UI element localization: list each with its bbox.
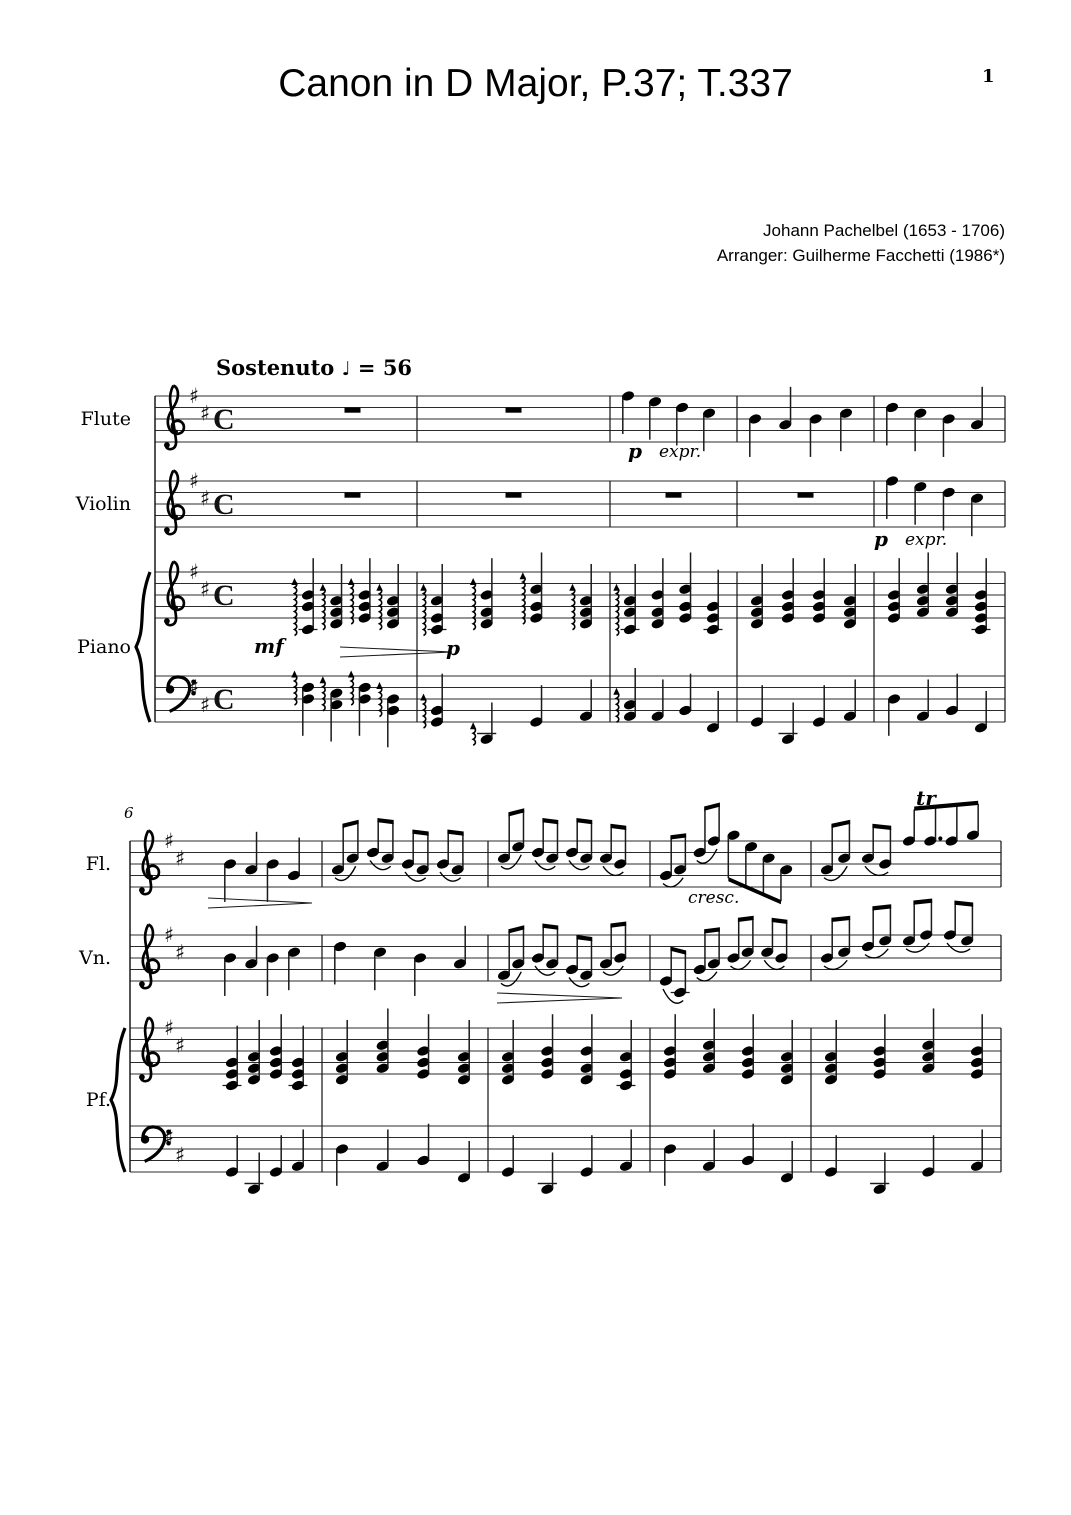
svg-text:C: C [213, 488, 235, 521]
expression-text-flute: expr. [659, 442, 702, 462]
svg-text:♯: ♯ [175, 940, 186, 965]
svg-text:♯: ♯ [200, 577, 211, 602]
instrument-label-flute: Flute [80, 408, 131, 430]
svg-text:♯: ♯ [200, 401, 211, 426]
svg-text:♯: ♯ [189, 675, 200, 700]
svg-text:♯: ♯ [189, 384, 200, 408]
svg-text:C: C [213, 579, 235, 612]
instrument-label-vn-abbr: Vn. [79, 947, 111, 969]
instrument-label-violin: Violin [75, 493, 131, 515]
svg-text:♯: ♯ [164, 829, 175, 853]
measure-number: 6 [124, 804, 134, 822]
tempo-value: = 56 [357, 355, 413, 380]
expression-text-violin: expr. [905, 530, 948, 550]
instrument-label-piano: Piano [77, 636, 131, 658]
svg-text:♯: ♯ [164, 1125, 175, 1150]
dynamic-p-piano: p [446, 636, 460, 660]
dynamic-p-flute: p [628, 439, 642, 463]
svg-text:C: C [213, 683, 235, 716]
svg-text:♯: ♯ [175, 1142, 186, 1167]
instrument-label-pf-abbr: Pf. [85, 1089, 111, 1111]
page-number: 1 [982, 66, 995, 87]
svg-text:♯: ♯ [189, 469, 200, 493]
svg-text:♯: ♯ [164, 923, 175, 947]
crescendo-text: cresc. [688, 888, 740, 908]
svg-text:♯: ♯ [164, 1016, 175, 1040]
tempo-word: Sostenuto [216, 355, 335, 380]
svg-text:C: C [213, 403, 235, 436]
svg-text:♯: ♯ [189, 560, 200, 584]
svg-text:♯: ♯ [200, 692, 211, 717]
dynamic-mf-piano: mf [254, 634, 284, 658]
trill-marking: tr [916, 786, 936, 810]
quarter-note-icon: ♩ [341, 358, 351, 380]
svg-text:♯: ♯ [175, 846, 186, 871]
page-title: Canon in D Major, P.37; T.337 [278, 62, 793, 105]
composer-credit: Johann Pachelbel (1653 - 1706) [763, 221, 1005, 240]
dynamic-p-violin: p [874, 527, 888, 551]
arranger-credit: Arranger: Guilherme Facchetti (1986*) [716, 246, 1005, 265]
instrument-label-fl-abbr: Fl. [85, 853, 111, 875]
svg-text:♯: ♯ [200, 486, 211, 511]
svg-text:♯: ♯ [175, 1033, 186, 1058]
tempo-marking [216, 355, 412, 380]
